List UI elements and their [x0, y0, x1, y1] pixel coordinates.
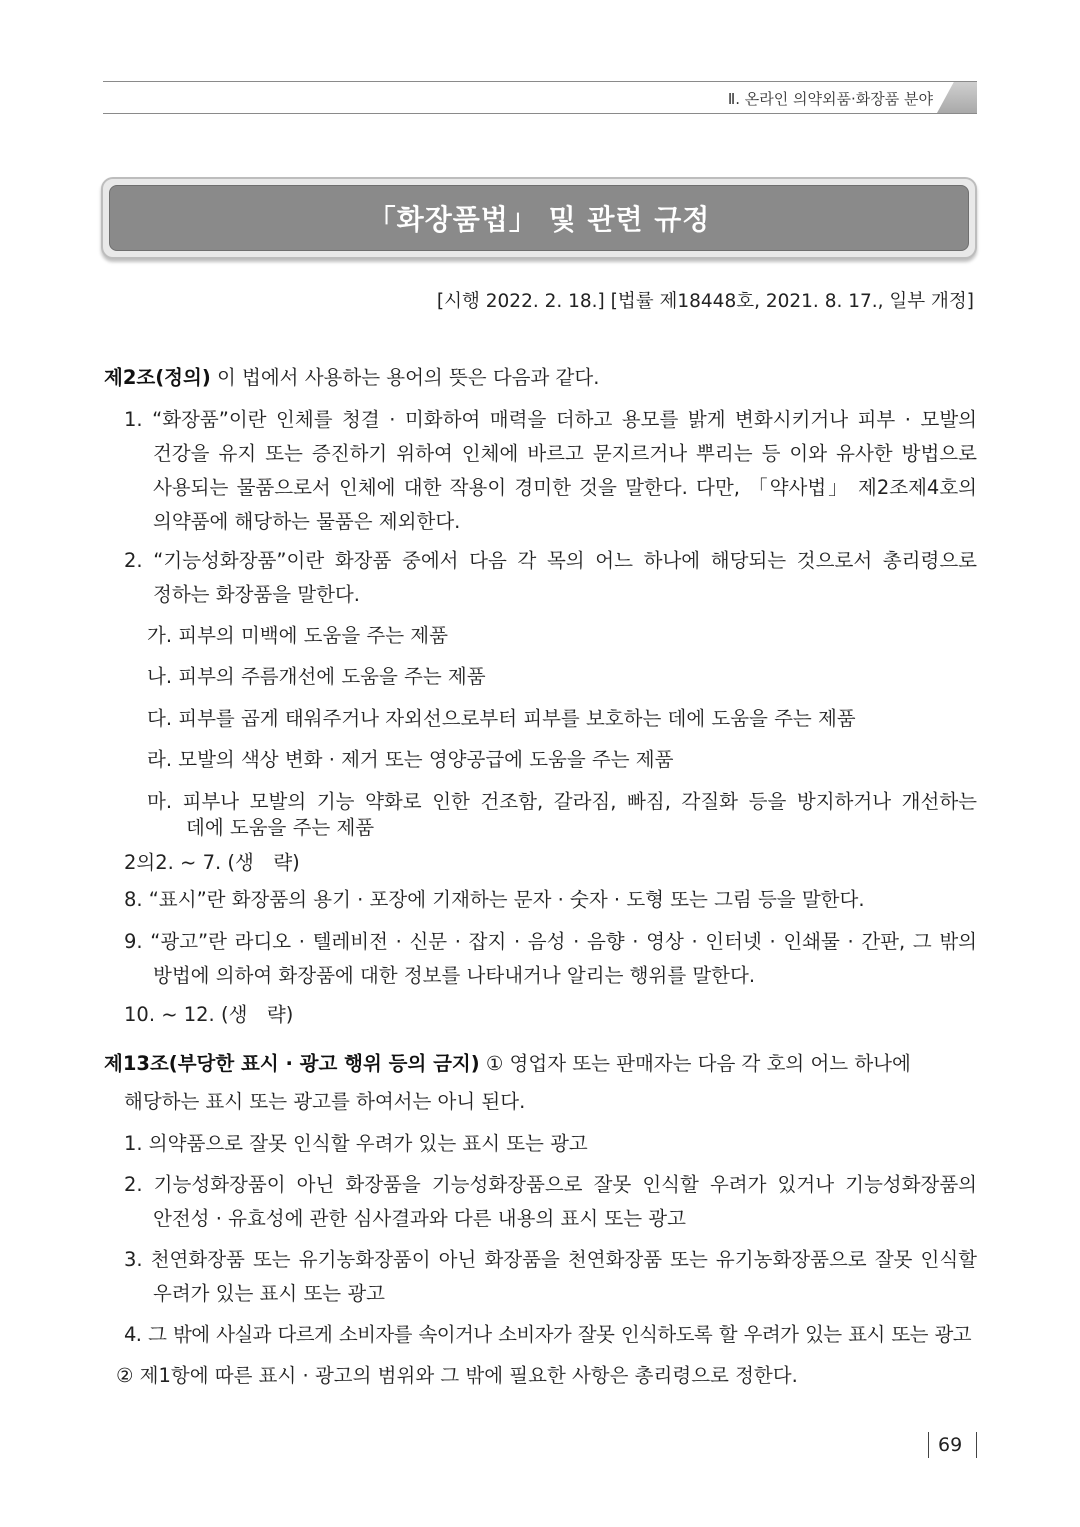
article13-heading-line	[104, 1048, 911, 1076]
article2-item1-line2: 건강을 유지 또는 증진하기 위하여 인체에 바르고 문지르거나 뿌리는 등 이와 유사한 방법으로	[153, 442, 977, 465]
article2-item1-line1: 1. “화장품”이란 인체를 청결 · 미화하여 매력을 더하고 용모를 밝게 변화시키거나 피부 · 모발의	[124, 408, 977, 431]
title-box	[101, 177, 977, 259]
article2-item9-line1: 9. “광고”란 라디오 · 텔레비전 · 신문 · 잡지 · 음성 · 음향 · 영상 · 인터넷 · 인쇄물 · 간판, 그 밖의	[124, 930, 977, 953]
article2-subitem-na: 나. 피부의 주름개선에 도움을 주는 제품	[147, 665, 486, 688]
article2-subitem-ma-line2: 데에 도움을 주는 제품	[186, 816, 375, 839]
header-rule-top	[103, 81, 977, 82]
title-panel	[109, 185, 969, 251]
article2-heading: 제2조(정의)	[104, 366, 211, 389]
article13-item3-line2: 우려가 있는 표시 또는 광고	[153, 1282, 386, 1305]
article13-intro-line1: ① 영업자 또는 판매자는 다음 각 호의 어느 하나에	[479, 1052, 911, 1075]
article13-intro-line2: 해당하는 표시 또는 광고를 하여서는 아니 된다.	[124, 1090, 526, 1113]
enforcement-note: [시행 2022. 2. 18.] [법률 제18448호, 2021. 8. 17., 일부 개정]	[436, 291, 974, 312]
article13-item3-line1: 3. 천연화장품 또는 유기농화장품이 아닌 화장품을 천연화장품 또는 유기농화장품으로 잘못 인식할	[124, 1248, 977, 1271]
article2-item1-line3: 사용되는 물품으로서 인체에 대한 작용이 경미한 것을 말한다. 다만, 「약사법」 제2조제4호의	[153, 476, 977, 499]
header-rule-bottom	[103, 113, 977, 114]
article2-subitem-ra: 라. 모발의 색상 변화 · 제거 또는 영양공급에 도움을 주는 제품	[147, 748, 674, 771]
article2-item1-line4: 의약품에 해당하는 물품은 제외한다.	[153, 510, 461, 533]
article2-item8: 8. “표시”란 화장품의 용기 · 포장에 기재하는 문자 · 숫자 · 도형 또는 그림 등을 말한다.	[124, 888, 865, 911]
article2-intro: 이 법에서 사용하는 용어의 뜻은 다음과 같다.	[210, 366, 600, 389]
article13-heading: 제13조(부당한 표시 · 광고 행위 등의 금지)	[104, 1052, 480, 1075]
header-tab-decoration	[937, 82, 977, 113]
article13-item4: 4. 그 밖에 사실과 다르게 소비자를 속이거나 소비자가 잘못 인식하도록 할 우려가 있는 표시 또는 광고	[124, 1323, 971, 1346]
article2-item2-line2: 정하는 화장품을 말한다.	[153, 583, 360, 606]
article2-subitem-ga: 가. 피부의 미백에 도움을 주는 제품	[147, 624, 448, 647]
section-header: Ⅱ. 온라인 의약외품·화장품 분야	[727, 90, 933, 108]
page-title: 「화장품법」 및 관련 규정	[367, 203, 711, 236]
article2-item2-2-to-7: 2의2. ~ 7. (생 략)	[124, 851, 300, 874]
article13-paragraph2: ② 제1항에 따른 표시 · 광고의 범위와 그 밖에 필요한 사항은 총리령으로 정한다.	[116, 1364, 798, 1387]
article2-subitem-da: 다. 피부를 곱게 태워주거나 자외선으로부터 피부를 보호하는 데에 도움을 주는 제품	[147, 707, 856, 730]
page-number-divider-left	[928, 1432, 929, 1458]
article2-subitem-ma-line1: 마. 피부나 모발의 기능 약화로 인한 건조함, 갈라짐, 빠짐, 각질화 등을 방지하거나 개선하는	[147, 790, 977, 813]
article2-item10-to-12: 10. ~ 12. (생 략)	[124, 1003, 294, 1026]
page-number-divider-right	[976, 1432, 977, 1458]
article13-item2-line2: 안전성 · 유효성에 관한 심사결과와 다른 내용의 표시 또는 광고	[153, 1207, 686, 1230]
article13-item2-line1: 2. 기능성화장품이 아닌 화장품을 기능성화장품으로 잘못 인식할 우려가 있거나 기능성화장품의	[124, 1173, 977, 1196]
article13-item1: 1. 의약품으로 잘못 인식할 우려가 있는 표시 또는 광고	[124, 1132, 588, 1155]
page-number: 69	[938, 1434, 963, 1456]
article2-item9-line2: 방법에 의하여 화장품에 대한 정보를 나타내거나 알리는 행위를 말한다.	[153, 964, 756, 987]
article2-item2-line1: 2. “기능성화장품”이란 화장품 중에서 다음 각 목의 어느 하나에 해당되는 것으로서 총리령으로	[124, 549, 977, 572]
article2-heading-line	[104, 362, 599, 390]
